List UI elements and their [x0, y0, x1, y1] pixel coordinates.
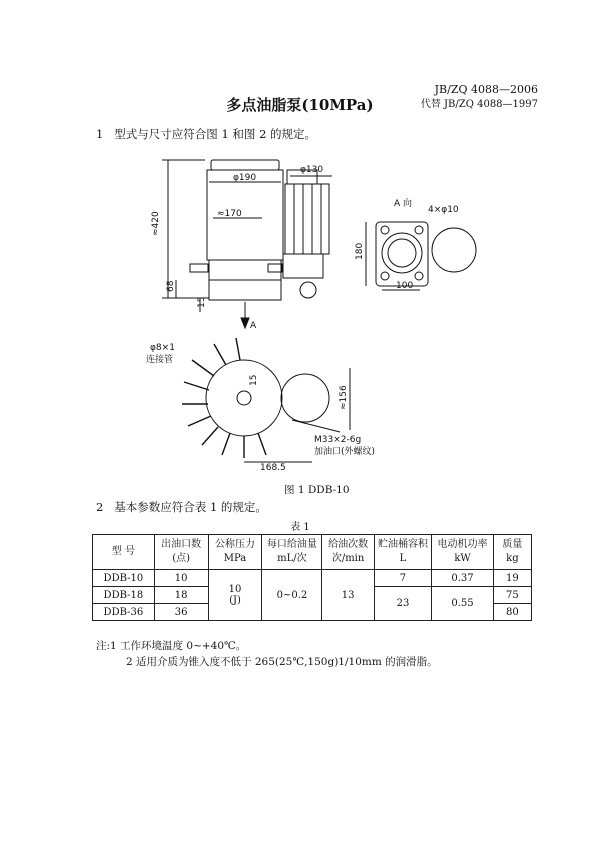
header-pressure: 公称压力 MPa	[208, 535, 262, 570]
cell-model: DDB-18	[93, 587, 155, 604]
note-1: 注:1 工作环境温度 0~+40℃。	[96, 640, 247, 652]
section-2-number: 2	[96, 500, 104, 514]
fill-port-label: 加油口(外螺纹)	[314, 447, 376, 457]
dim-w100: 100	[396, 281, 414, 291]
top-view-reservoir	[206, 360, 282, 436]
cell-volume: 23	[374, 587, 431, 621]
gear-housing	[300, 282, 316, 298]
section-2	[96, 499, 267, 515]
arrow-a-label: A	[250, 321, 257, 331]
page-title: 多点油脂泵(10MPa)	[226, 96, 374, 114]
dim-w1685: 168.5	[260, 463, 286, 473]
dim-h15: 15	[197, 296, 207, 308]
header-outlets: 出油口数 (点)	[154, 535, 208, 570]
cell-outlets: 10	[154, 570, 208, 587]
cell-freq: 13	[322, 570, 374, 621]
replaces-standard: 代替 JB/ZQ 4088—1997	[420, 99, 538, 110]
top-view-motor	[281, 374, 329, 422]
section-2-text: 基本参数应符合表 1 的规定。	[114, 500, 267, 514]
dim-len170: ≈170	[217, 209, 242, 219]
view-a-label: A 向	[394, 199, 413, 209]
thread-size: M33×2-6g	[314, 435, 362, 445]
cell-model: DDB-10	[93, 570, 155, 587]
cell-power: 0.55	[432, 587, 494, 621]
parameter-table	[92, 534, 532, 621]
dim-d190: φ190	[233, 173, 257, 183]
header-power: 电动机功率 kW	[432, 535, 494, 570]
note-2: 2 适用介质为锥入度不低于 265(25℃,150g)1/10mm 的润滑脂。	[126, 656, 438, 668]
header-volume: 贮油桶容积 L	[374, 535, 431, 570]
section-1-number: 1	[96, 127, 104, 141]
figure-caption: 图 1 DDB-10	[284, 484, 350, 496]
standard-number: JB/ZQ 4088—2006	[434, 83, 538, 96]
conn-size: φ8×1	[150, 343, 175, 353]
motor-body	[285, 184, 329, 254]
cell-outlets: 18	[154, 587, 208, 604]
cell-mass: 19	[493, 570, 531, 587]
table-row	[93, 570, 532, 587]
cell-pressure: 10 (J)	[208, 570, 262, 621]
gearbox	[283, 254, 323, 278]
side-view-motor	[432, 228, 476, 272]
cell-mass: 75	[493, 587, 531, 604]
table-caption: 表 1	[290, 522, 310, 533]
header-freq: 给油次数 次/min	[322, 535, 374, 570]
dim-holes: 4×φ10	[428, 205, 459, 215]
header-flow: 每口给油量 mL/次	[262, 535, 322, 570]
cell-mass: 80	[493, 604, 531, 621]
cell-power: 0.37	[432, 570, 494, 587]
header-model: 型 号	[93, 535, 155, 570]
cell-flow: 0~0.2	[262, 570, 322, 621]
dim-h180: 180	[355, 242, 365, 260]
dim-h420: ≈420	[151, 211, 161, 236]
cell-outlets: 36	[154, 604, 208, 621]
cell-model: DDB-36	[93, 604, 155, 621]
table-header-row	[93, 535, 532, 570]
dim-h68: 68	[166, 280, 176, 292]
cell-volume: 7	[374, 570, 431, 587]
outlet-fittings	[182, 338, 266, 458]
dim-r156: ≈156	[339, 385, 349, 410]
figure-1-drawing	[0, 140, 600, 490]
section-1-text: 型式与尺寸应符合图 1 和图 2 的规定。	[114, 127, 317, 141]
reservoir-lid	[211, 160, 279, 170]
dim-d15: 15	[249, 374, 259, 386]
side-view-base	[376, 222, 428, 286]
header-mass: 质量 kg	[493, 535, 531, 570]
dim-d130: φ130	[300, 165, 324, 175]
conn-label: 连接管	[146, 355, 174, 365]
